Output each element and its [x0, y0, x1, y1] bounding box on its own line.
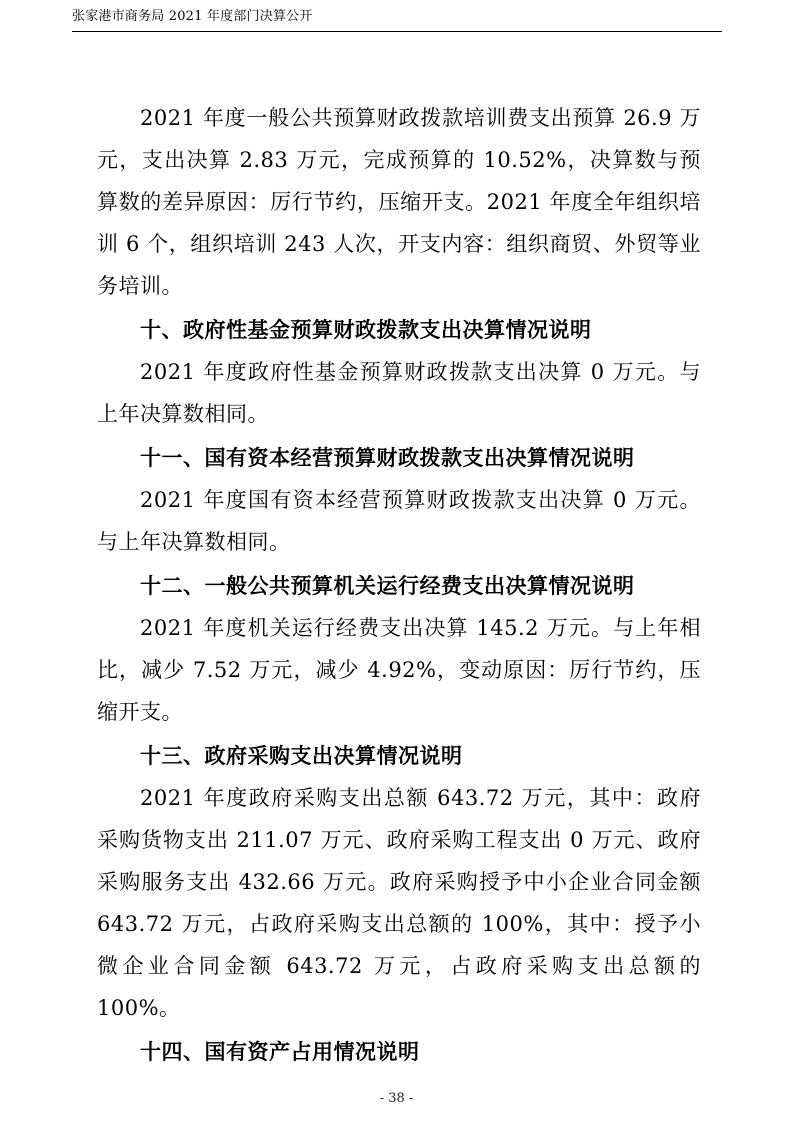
section-heading-10: 十、政府性基金预算财政拨款支出决算情况说明 — [140, 317, 592, 342]
state-capital-paragraph: 2021 年度国有资本经营预算财政拨款支出决算 0 万元。与上年决算数相同。 — [97, 488, 701, 554]
header-divider — [72, 31, 722, 32]
page-number: - 38 - — [379, 1091, 414, 1106]
section-heading-14: 十四、国有资产占用情况说明 — [140, 1039, 420, 1064]
document-body — [97, 97, 701, 1073]
operating-expense-paragraph: 2021 年度机关运行经费支出决算 145.2 万元。与上年相比，减少 7.52 万元，减少 4.92%，变动原因：厉行节约，压缩开支。 — [97, 616, 701, 724]
section-heading-13: 十三、政府采购支出决算情况说明 — [140, 743, 463, 768]
government-fund-paragraph: 2021 年度政府性基金预算财政拨款支出决算 0 万元。与上年决算数相同。 — [97, 360, 701, 426]
section-heading-12: 十二、一般公共预算机关运行经费支出决算情况说明 — [140, 573, 635, 598]
training-expense-paragraph: 2021 年度一般公共预算财政拨款培训费支出预算 26.9 万元，支出决算 2.83 万元，完成预算的 10.52%，决算数与预算数的差异原因：厉行节约，压缩开支。2021 年度全年组织培训 6 个，组织培训 243 人次，开支内容：组织商贸、外贸等业务培训。 — [97, 106, 701, 298]
procurement-paragraph: 2021 年度政府采购支出总额 643.72 万元，其中：政府采购货物支出 211.07 万元、政府采购工程支出 0 万元、政府采购服务支出 432.66 万元。政府采购授予中小企业合同金额 643.72 万元，占政府采购支出总额的 100%，其中：授予小微企业合同金额 643.72 万元，占政府采购支出总额的 100%。 — [97, 786, 701, 1020]
document-header: 张家港市商务局 2021 年度部门决算公开 — [72, 9, 313, 24]
section-heading-11: 十一、国有资本经营预算财政拨款支出决算情况说明 — [140, 445, 635, 470]
